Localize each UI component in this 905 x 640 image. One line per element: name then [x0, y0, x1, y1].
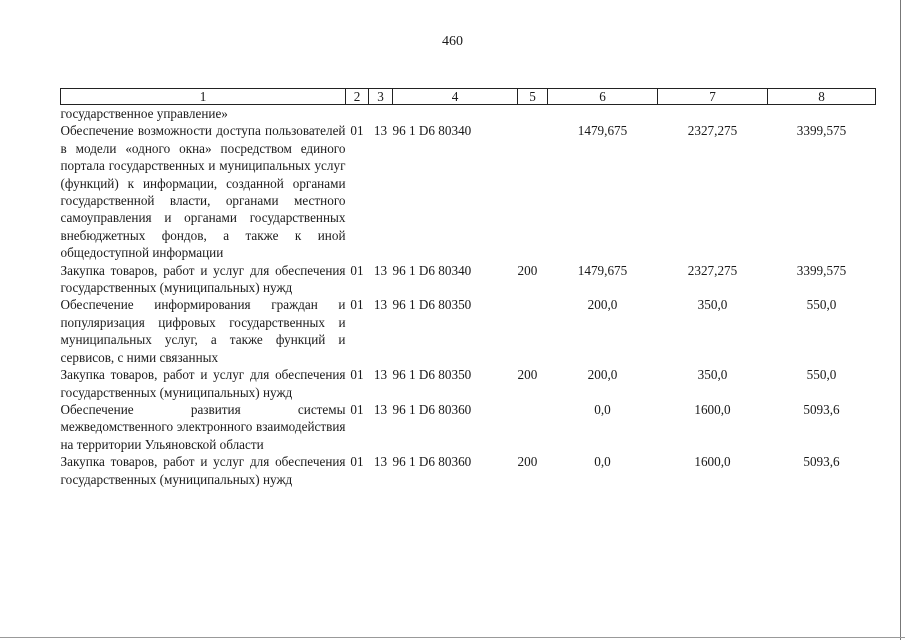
- target-article-code: 96 1 D6 80340: [392, 123, 472, 139]
- amount-year-2: 2327,275: [687, 123, 738, 139]
- subsection-code: 13: [373, 262, 388, 278]
- row-description: Обеспечение развития системы межведомственного электронного взаимодействия на территории Ульяновской области: [60, 401, 346, 452]
- table-row: [61, 366, 876, 401]
- budget-table: [60, 88, 876, 488]
- table-row: [61, 122, 876, 261]
- column-header-4: 4: [393, 89, 518, 105]
- table-row: [61, 296, 876, 366]
- page-edge-bottom: [0, 637, 905, 638]
- column-header-3: 3: [369, 89, 393, 105]
- row-description: Закупка товаров, работ и услуг для обеспечения государственных (муниципальных) нужд: [60, 367, 346, 400]
- amount-year-3: 5093,6: [803, 454, 840, 470]
- subsection-code: 13: [373, 454, 388, 470]
- row-description: Обеспечение информирования граждан и популяризация цифровых государственных и муниципальных услуг, а также функций и сервисов, с ними связанных: [60, 297, 346, 365]
- expense-type-code: [518, 401, 548, 453]
- target-article-code: 96 1 D6 80350: [392, 297, 472, 313]
- target-article-code: 96 1 D6 80360: [392, 454, 472, 470]
- row-description: Закупка товаров, работ и услуг для обеспечения государственных (муниципальных) нужд: [60, 454, 346, 487]
- target-article-code: 96 1 D6 80350: [392, 367, 472, 383]
- continuation-text: государственное управление»: [60, 106, 228, 121]
- expense-type-code: 200: [517, 454, 538, 470]
- amount-year-1: 1479,675: [577, 262, 628, 278]
- section-code: 01: [350, 367, 364, 383]
- table-row: [61, 401, 876, 453]
- amount-year-3: 5093,6: [803, 401, 840, 417]
- amount-year-1: 0,0: [594, 401, 611, 417]
- amount-year-1: 200,0: [587, 367, 618, 383]
- expense-type-code: 200: [517, 367, 538, 383]
- column-header-8: 8: [768, 89, 876, 105]
- amount-year-3: 550,0: [806, 297, 837, 313]
- subsection-code: 13: [373, 297, 388, 313]
- header-row: [61, 89, 876, 105]
- subsection-code: 13: [373, 123, 388, 139]
- section-code: 01: [350, 123, 364, 139]
- section-code: 01: [350, 297, 364, 313]
- table-row: [61, 453, 876, 488]
- amount-year-1: 1479,675: [577, 123, 628, 139]
- amount-year-2: 2327,275: [687, 262, 738, 278]
- column-header-7: 7: [658, 89, 768, 105]
- row-description: Обеспечение возможности доступа пользователей в модели «одного окна» посредством единого портала государственных и муниципальных услуг (функций) к информации, созданной органами государственной власти, органами местного самоуправления и органами государственных внебюджетных фондов, а также к иной общедоступной информации: [60, 123, 346, 261]
- amount-year-2: 350,0: [697, 367, 728, 383]
- subsection-code: 13: [373, 367, 388, 383]
- page-number: 460: [442, 34, 463, 49]
- page-edge-right: [900, 0, 901, 640]
- expense-type-code: 200: [517, 262, 538, 278]
- column-header-1: 1: [61, 89, 346, 105]
- amount-year-3: 3399,575: [796, 262, 847, 278]
- target-article-code: 96 1 D6 80360: [392, 401, 472, 417]
- expense-type-code: [518, 122, 548, 261]
- section-code: 01: [350, 262, 364, 278]
- amount-year-2: 1600,0: [694, 454, 731, 470]
- table-row: [61, 262, 876, 297]
- continuation-row: [61, 105, 876, 123]
- amount-year-1: 200,0: [587, 297, 618, 313]
- target-article-code: 96 1 D6 80340: [392, 262, 472, 278]
- row-description: Закупка товаров, работ и услуг для обеспечения государственных (муниципальных) нужд: [60, 262, 346, 296]
- amount-year-2: 350,0: [697, 297, 728, 313]
- column-header-6: 6: [548, 89, 658, 105]
- column-header-2: 2: [346, 89, 369, 105]
- amount-year-3: 550,0: [806, 367, 837, 383]
- amount-year-3: 3399,575: [796, 123, 847, 139]
- section-code: 01: [350, 454, 364, 470]
- subsection-code: 13: [373, 401, 388, 417]
- section-code: 01: [350, 401, 364, 417]
- amount-year-1: 0,0: [594, 454, 611, 470]
- amount-year-2: 1600,0: [694, 401, 731, 417]
- expense-type-code: [518, 296, 548, 366]
- column-header-5: 5: [518, 89, 548, 105]
